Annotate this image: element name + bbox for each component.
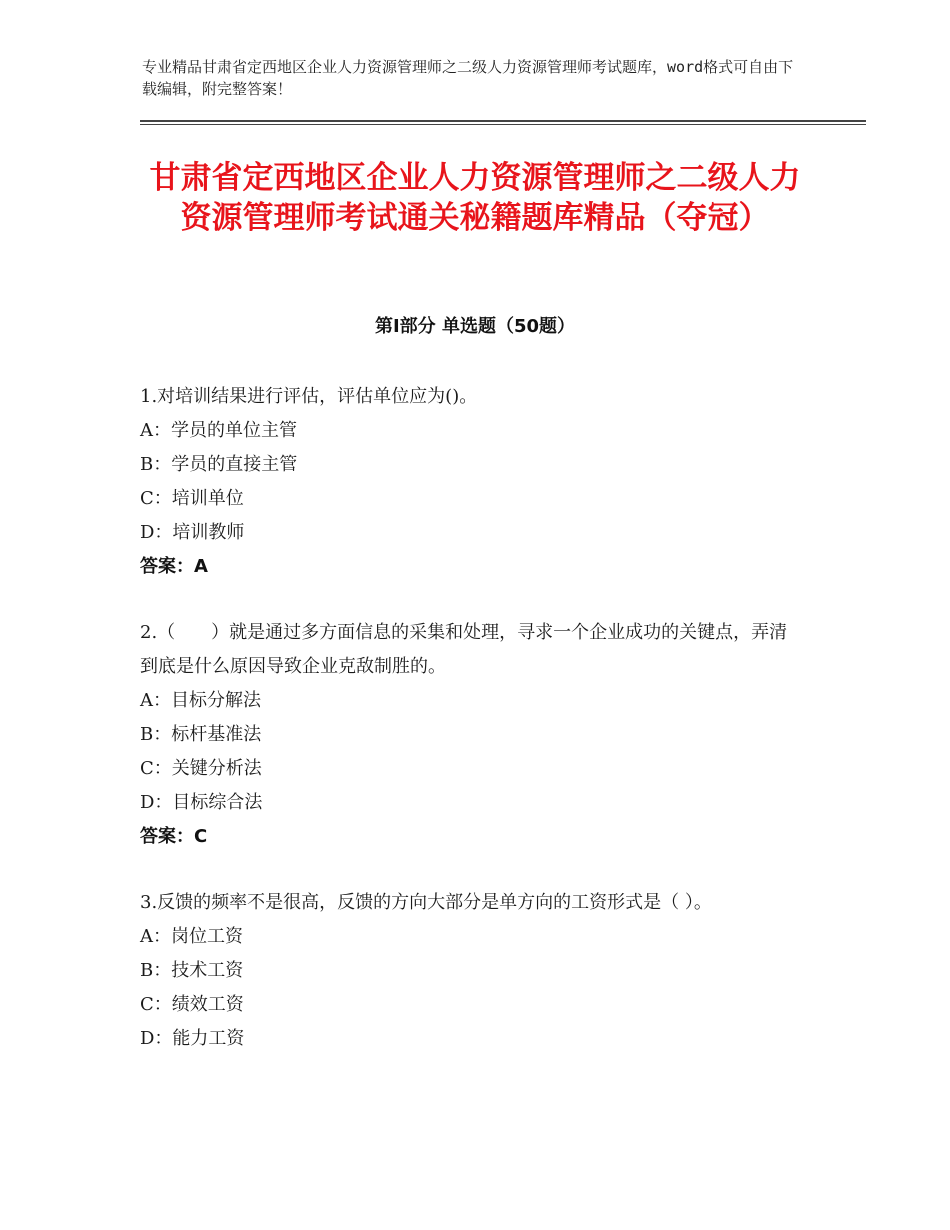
option-b: B：学员的直接主管 — [140, 454, 298, 475]
header-note: 专业精品甘肃省定西地区企业人力资源管理师之二级人力资源管理师考试题库，word格式可自由下载编辑，附完整答案！ — [142, 58, 794, 98]
option-a: A：目标分解法 — [140, 690, 261, 711]
question-1 — [140, 380, 800, 584]
question-list — [140, 380, 800, 1088]
question-2 — [140, 616, 800, 854]
option-c: C：绩效工资 — [140, 994, 244, 1015]
question-text: 1.对培训结果进行评估，评估单位应为()。 — [140, 386, 478, 407]
header-divider — [140, 120, 866, 125]
option-c: C：培训单位 — [140, 488, 244, 509]
question-3 — [140, 886, 800, 1056]
question-text: 2.（ ）就是通过多方面信息的采集和处理，寻求一个企业成功的关键点，弄清到底是什么原因导致企业克敌制胜的。 — [140, 622, 788, 677]
option-b: B：标杆基准法 — [140, 724, 262, 745]
answer: 答案：A — [140, 556, 208, 577]
option-d: D：目标综合法 — [140, 792, 263, 813]
option-a: A：学员的单位主管 — [140, 420, 297, 441]
question-text: 3.反馈的频率不是很高，反馈的方向大部分是单方向的工资形式是（ ）。 — [140, 892, 712, 913]
option-d: D：能力工资 — [140, 1028, 245, 1049]
answer: 答案：C — [140, 826, 208, 847]
option-a: A：岗位工资 — [140, 926, 243, 947]
option-d: D：培训教师 — [140, 522, 245, 543]
document-title: 甘肃省定西地区企业人力资源管理师之二级人力资源管理师考试通关秘籍题库精品（夺冠） — [149, 160, 801, 236]
option-b: B：技术工资 — [140, 960, 244, 981]
section-title: 第Ⅰ部分 单选题（50题） — [374, 316, 575, 337]
option-c: C：关键分析法 — [140, 758, 262, 779]
